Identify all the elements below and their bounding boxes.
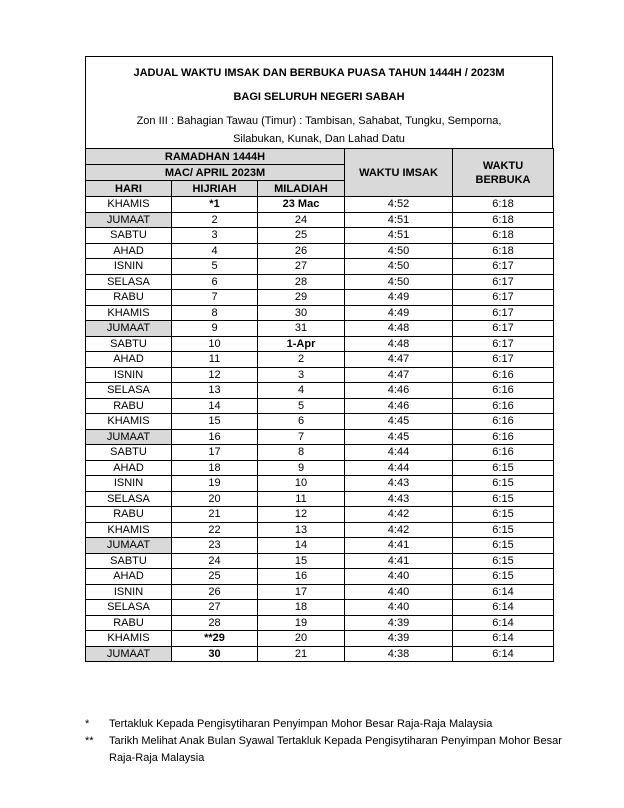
cell-miladiah: 14 xyxy=(258,538,345,554)
cell-miladiah: 26 xyxy=(258,243,345,259)
cell-imsak: 4:46 xyxy=(345,383,453,399)
cell-miladiah: 27 xyxy=(258,259,345,275)
cell-miladiah: 8 xyxy=(258,445,345,461)
cell-imsak: 4:48 xyxy=(345,336,453,352)
table-row xyxy=(86,243,554,259)
table-row xyxy=(86,538,554,554)
cell-hari: KHAMIS xyxy=(86,197,172,213)
cell-imsak: 4:51 xyxy=(345,212,453,228)
cell-hijriah: 17 xyxy=(172,445,258,461)
header-miladiah: MILADIAH xyxy=(258,181,345,197)
cell-hari: JUMAAT xyxy=(86,212,172,228)
table-row xyxy=(86,383,554,399)
cell-berbuka: 6:14 xyxy=(453,646,554,662)
cell-hari: SABTU xyxy=(86,336,172,352)
table-row xyxy=(86,212,554,228)
cell-imsak: 4:42 xyxy=(345,507,453,523)
table-row xyxy=(86,197,554,213)
table-row xyxy=(86,445,554,461)
cell-miladiah: 19 xyxy=(258,615,345,631)
table-row xyxy=(86,631,554,647)
cell-hari: KHAMIS xyxy=(86,631,172,647)
cell-imsak: 4:40 xyxy=(345,569,453,585)
cell-hijriah: 7 xyxy=(172,290,258,306)
cell-miladiah: 3 xyxy=(258,367,345,383)
cell-hari: KHAMIS xyxy=(86,414,172,430)
table-row xyxy=(86,615,554,631)
cell-berbuka: 6:18 xyxy=(453,228,554,244)
cell-miladiah: 31 xyxy=(258,321,345,337)
cell-miladiah: 15 xyxy=(258,553,345,569)
cell-berbuka: 6:17 xyxy=(453,259,554,275)
cell-miladiah: 16 xyxy=(258,569,345,585)
cell-imsak: 4:41 xyxy=(345,538,453,554)
cell-berbuka: 6:16 xyxy=(453,383,554,399)
cell-berbuka: 6:17 xyxy=(453,352,554,368)
cell-miladiah: 18 xyxy=(258,600,345,616)
zone-line-2: Silabukan, Kunak, Dan Lahad Datu xyxy=(233,133,405,145)
cell-hijriah: 22 xyxy=(172,522,258,538)
cell-hari: ISNIN xyxy=(86,476,172,492)
cell-imsak: 4:41 xyxy=(345,553,453,569)
header-waktu-imsak: WAKTU IMSAK xyxy=(345,149,453,197)
cell-berbuka: 6:15 xyxy=(453,522,554,538)
cell-imsak: 4:40 xyxy=(345,600,453,616)
cell-berbuka: 6:14 xyxy=(453,600,554,616)
cell-imsak: 4:44 xyxy=(345,460,453,476)
cell-berbuka: 6:16 xyxy=(453,367,554,383)
cell-hijriah: *1 xyxy=(172,197,258,213)
cell-imsak: 4:39 xyxy=(345,631,453,647)
cell-imsak: 4:42 xyxy=(345,522,453,538)
cell-hijriah: 3 xyxy=(172,228,258,244)
cell-hijriah: 8 xyxy=(172,305,258,321)
cell-hari: RABU xyxy=(86,398,172,414)
cell-hijriah: 30 xyxy=(172,646,258,662)
document-title: JADUAL WAKTU IMSAK DAN BERBUKA PUASA TAHUN 1444H / 2023M xyxy=(133,67,505,79)
cell-imsak: 4:43 xyxy=(345,476,453,492)
title-box xyxy=(85,56,553,148)
cell-hijriah: 13 xyxy=(172,383,258,399)
cell-miladiah: 29 xyxy=(258,290,345,306)
cell-berbuka: 6:17 xyxy=(453,274,554,290)
header-month: MAC/ APRIL 2023M xyxy=(86,165,345,181)
table-row xyxy=(86,321,554,337)
footnote-2 xyxy=(85,733,565,767)
header-waktu-berbuka xyxy=(453,149,554,197)
cell-hari: ISNIN xyxy=(86,367,172,383)
cell-hari: RABU xyxy=(86,507,172,523)
cell-miladiah: 9 xyxy=(258,460,345,476)
table-row xyxy=(86,600,554,616)
cell-hari: JUMAAT xyxy=(86,429,172,445)
cell-hari: SABTU xyxy=(86,445,172,461)
cell-miladiah: 28 xyxy=(258,274,345,290)
header-hari: HARI xyxy=(86,181,172,197)
cell-imsak: 4:45 xyxy=(345,414,453,430)
cell-hijriah: 4 xyxy=(172,243,258,259)
table-row xyxy=(86,646,554,662)
cell-imsak: 4:43 xyxy=(345,491,453,507)
cell-hijriah: 20 xyxy=(172,491,258,507)
cell-hari: KHAMIS xyxy=(86,305,172,321)
cell-imsak: 4:50 xyxy=(345,274,453,290)
cell-hijriah: 9 xyxy=(172,321,258,337)
cell-miladiah: 13 xyxy=(258,522,345,538)
cell-berbuka: 6:17 xyxy=(453,321,554,337)
cell-hari: SABTU xyxy=(86,553,172,569)
footnote-mark: ** xyxy=(85,735,94,747)
cell-miladiah: 20 xyxy=(258,631,345,647)
table-row xyxy=(86,274,554,290)
cell-hijriah: 16 xyxy=(172,429,258,445)
cell-hari: JUMAAT xyxy=(86,646,172,662)
table-row xyxy=(86,305,554,321)
header-berbuka-line-1: WAKTU xyxy=(482,159,524,172)
footnote-text: Tarikh Melihat Anak Bulan Syawal Tertakluk Kepada Pengisytiharan Penyimpan Mohor Besar Raja-Raja Malaysia xyxy=(109,735,562,764)
cell-hari: SELASA xyxy=(86,383,172,399)
table-row xyxy=(86,460,554,476)
cell-hari: RABU xyxy=(86,615,172,631)
footnotes xyxy=(85,716,565,767)
cell-hijriah: 28 xyxy=(172,615,258,631)
cell-hari: SELASA xyxy=(86,491,172,507)
table-row xyxy=(86,398,554,414)
cell-hijriah: 14 xyxy=(172,398,258,414)
cell-berbuka: 6:15 xyxy=(453,553,554,569)
cell-berbuka: 6:15 xyxy=(453,538,554,554)
table-row xyxy=(86,569,554,585)
cell-imsak: 4:48 xyxy=(345,321,453,337)
cell-imsak: 4:44 xyxy=(345,445,453,461)
cell-hijriah: 24 xyxy=(172,553,258,569)
cell-berbuka: 6:18 xyxy=(453,197,554,213)
cell-hijriah: 25 xyxy=(172,569,258,585)
cell-miladiah: 10 xyxy=(258,476,345,492)
table-body xyxy=(86,197,554,662)
cell-imsak: 4:51 xyxy=(345,228,453,244)
table-row xyxy=(86,553,554,569)
cell-miladiah: 4 xyxy=(258,383,345,399)
cell-hari: SELASA xyxy=(86,274,172,290)
footnote-mark: * xyxy=(85,718,90,730)
cell-imsak: 4:52 xyxy=(345,197,453,213)
cell-berbuka: 6:17 xyxy=(453,290,554,306)
cell-miladiah: 17 xyxy=(258,584,345,600)
table-row xyxy=(86,259,554,275)
cell-miladiah: 21 xyxy=(258,646,345,662)
cell-hijriah: 11 xyxy=(172,352,258,368)
cell-miladiah: 25 xyxy=(258,228,345,244)
cell-hari: SELASA xyxy=(86,600,172,616)
cell-imsak: 4:50 xyxy=(345,243,453,259)
cell-berbuka: 6:16 xyxy=(453,445,554,461)
cell-imsak: 4:50 xyxy=(345,259,453,275)
prayer-time-table xyxy=(85,148,554,662)
cell-hijriah: 12 xyxy=(172,367,258,383)
table-row xyxy=(86,352,554,368)
cell-berbuka: 6:16 xyxy=(453,398,554,414)
cell-miladiah: 1-Apr xyxy=(258,336,345,352)
table-row xyxy=(86,228,554,244)
cell-imsak: 4:46 xyxy=(345,398,453,414)
cell-miladiah: 30 xyxy=(258,305,345,321)
cell-berbuka: 6:18 xyxy=(453,212,554,228)
cell-hijriah: **29 xyxy=(172,631,258,647)
cell-hijriah: 5 xyxy=(172,259,258,275)
table-row xyxy=(86,507,554,523)
footnote-text: Tertakluk Kepada Pengisytiharan Penyimpan Mohor Besar Raja-Raja Malaysia xyxy=(109,718,493,730)
cell-imsak: 4:40 xyxy=(345,584,453,600)
cell-berbuka: 6:15 xyxy=(453,507,554,523)
cell-hari: RABU xyxy=(86,290,172,306)
cell-berbuka: 6:16 xyxy=(453,414,554,430)
table-row xyxy=(86,522,554,538)
cell-berbuka: 6:14 xyxy=(453,584,554,600)
timetable-sheet xyxy=(85,56,553,662)
cell-berbuka: 6:17 xyxy=(453,305,554,321)
document-subtitle: BAGI SELURUH NEGERI SABAH xyxy=(233,91,405,103)
cell-hijriah: 10 xyxy=(172,336,258,352)
cell-miladiah: 23 Mac xyxy=(258,197,345,213)
cell-berbuka: 6:16 xyxy=(453,429,554,445)
cell-hijriah: 27 xyxy=(172,600,258,616)
cell-hijriah: 19 xyxy=(172,476,258,492)
cell-hari: KHAMIS xyxy=(86,522,172,538)
cell-hijriah: 2 xyxy=(172,212,258,228)
cell-hari: AHAD xyxy=(86,569,172,585)
cell-hijriah: 21 xyxy=(172,507,258,523)
cell-hari: SABTU xyxy=(86,228,172,244)
table-row xyxy=(86,336,554,352)
table-row xyxy=(86,491,554,507)
cell-miladiah: 12 xyxy=(258,507,345,523)
cell-hijriah: 26 xyxy=(172,584,258,600)
cell-hijriah: 6 xyxy=(172,274,258,290)
cell-hari: ISNIN xyxy=(86,584,172,600)
cell-miladiah: 7 xyxy=(258,429,345,445)
cell-hari: AHAD xyxy=(86,352,172,368)
cell-imsak: 4:49 xyxy=(345,290,453,306)
table-row xyxy=(86,584,554,600)
cell-miladiah: 2 xyxy=(258,352,345,368)
cell-berbuka: 6:17 xyxy=(453,336,554,352)
cell-berbuka: 6:14 xyxy=(453,631,554,647)
zone-line-1: Zon III : Bahagian Tawau (Timur) : Tambisan, Sahabat, Tungku, Semporna, xyxy=(136,115,502,127)
table-row xyxy=(86,429,554,445)
cell-imsak: 4:45 xyxy=(345,429,453,445)
zone-description xyxy=(86,112,552,148)
table-row xyxy=(86,476,554,492)
cell-berbuka: 6:14 xyxy=(453,615,554,631)
cell-imsak: 4:47 xyxy=(345,367,453,383)
cell-hijriah: 23 xyxy=(172,538,258,554)
cell-berbuka: 6:15 xyxy=(453,476,554,492)
cell-imsak: 4:39 xyxy=(345,615,453,631)
cell-berbuka: 6:18 xyxy=(453,243,554,259)
cell-berbuka: 6:15 xyxy=(453,460,554,476)
cell-imsak: 4:38 xyxy=(345,646,453,662)
header-hijriah: HIJRIAH xyxy=(172,181,258,197)
table-row xyxy=(86,290,554,306)
footnote-1 xyxy=(85,716,565,733)
cell-miladiah: 11 xyxy=(258,491,345,507)
header-berbuka-line-2: BERBUKA xyxy=(475,173,531,186)
cell-hari: ISNIN xyxy=(86,259,172,275)
cell-miladiah: 24 xyxy=(258,212,345,228)
cell-imsak: 4:47 xyxy=(345,352,453,368)
cell-miladiah: 5 xyxy=(258,398,345,414)
cell-hijriah: 18 xyxy=(172,460,258,476)
cell-imsak: 4:49 xyxy=(345,305,453,321)
cell-berbuka: 6:15 xyxy=(453,569,554,585)
table-row xyxy=(86,367,554,383)
cell-hijriah: 15 xyxy=(172,414,258,430)
cell-miladiah: 6 xyxy=(258,414,345,430)
cell-hari: AHAD xyxy=(86,460,172,476)
header-ramadhan: RAMADHAN 1444H xyxy=(86,149,345,165)
cell-hari: JUMAAT xyxy=(86,321,172,337)
table-row xyxy=(86,414,554,430)
cell-hari: JUMAAT xyxy=(86,538,172,554)
cell-hari: AHAD xyxy=(86,243,172,259)
cell-berbuka: 6:15 xyxy=(453,491,554,507)
